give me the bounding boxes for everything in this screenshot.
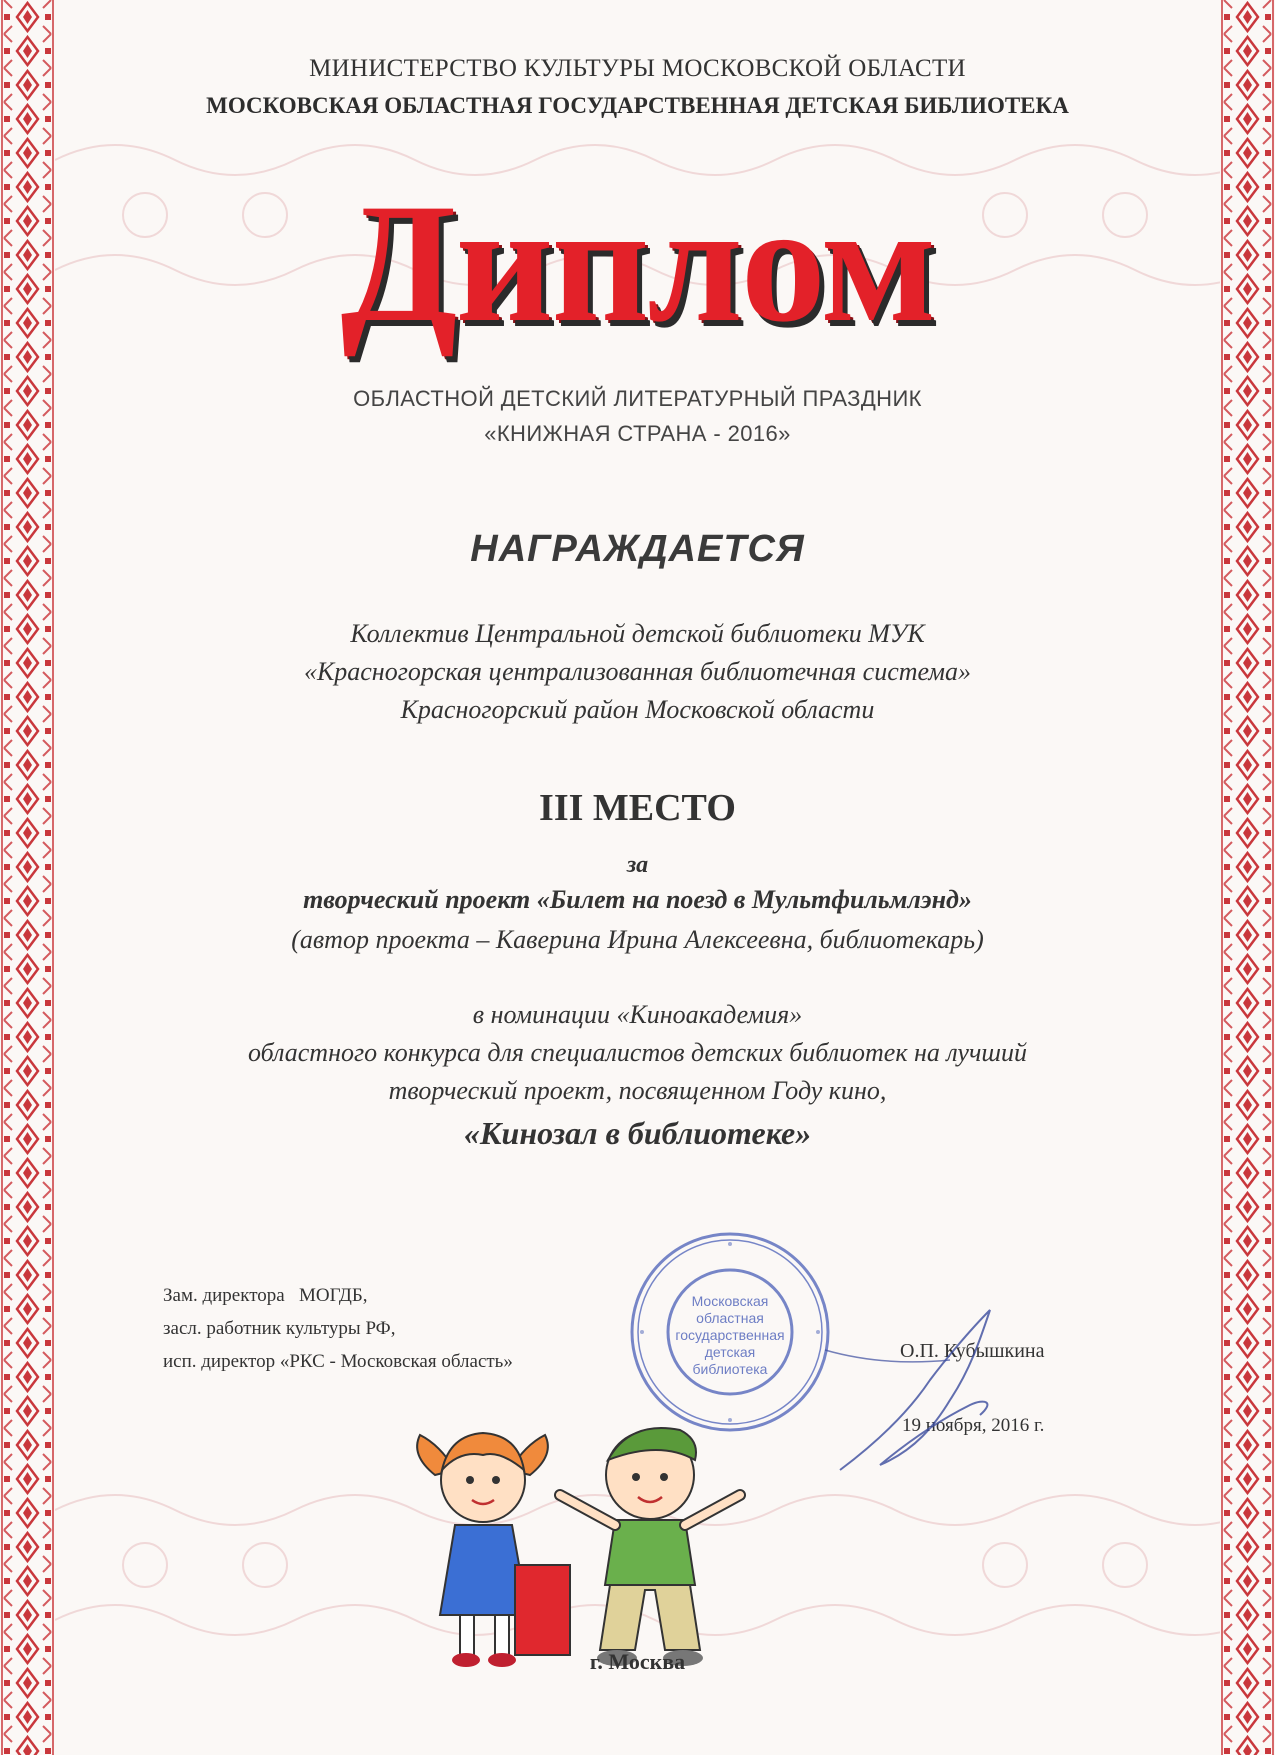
signatory-title-3: исп. директор «РКС - Московская область» (163, 1351, 513, 1372)
stamp-text-3: государственная (675, 1327, 785, 1343)
issue-date: 19 ноября, 2016 г. (902, 1415, 1045, 1436)
signatory-name: О.П. Кубышкина (900, 1340, 1045, 1362)
project-author: (автор проекта – Каверина Ирина Алексеевна, библиотекарь) (291, 925, 984, 954)
signatory-title-2: засл. работник культуры РФ, (163, 1318, 396, 1339)
signatory-titles (163, 1279, 513, 1378)
city-name: г. Москва (589, 1649, 686, 1674)
diploma-title: Диплом (340, 169, 935, 357)
official-stamp (628, 1230, 833, 1435)
awarded-heading: НАГРАЖДАЕТСЯ (470, 528, 805, 570)
library-heading: МОСКОВСКАЯ ОБЛАСТНАЯ ГОСУДАРСТВЕННАЯ ДЕТСКАЯ БИБЛИОТЕКА (206, 93, 1069, 118)
stamp-text-2: областная (696, 1310, 764, 1326)
ministry-heading: МИНИСТЕРСТВО КУЛЬТУРЫ МОСКОВСКОЙ ОБЛАСТИ (309, 55, 966, 82)
recipient-line-3: Красногорский район Московской области (400, 695, 875, 724)
boy-figure (560, 1428, 740, 1666)
nomination-line-1: в номинации «Киноакадемия» (472, 1000, 803, 1029)
recipient-line-1: Коллектив Центральной детской библиотеки МУК (350, 619, 925, 648)
stamp-text-4: детская (704, 1344, 756, 1360)
signatory-title-1: Зам. директора МОГДБ, (163, 1285, 368, 1306)
nomination-line-2: областного конкурса для специалистов детских библиотек на лучший (248, 1038, 1027, 1067)
red-book (515, 1565, 570, 1655)
stamp-text-1: Московская (691, 1293, 769, 1309)
nomination-line-3: творческий проект, посвященном Году кино, (388, 1076, 887, 1105)
festival-name: ОБЛАСТНОЙ ДЕТСКИЙ ЛИТЕРАТУРНЫЙ ПРАЗДНИК (353, 386, 922, 411)
place-heading: III МЕСТО (539, 787, 736, 829)
recipient-line-2: «Красногорская централизованная библиотечная система» (303, 657, 972, 686)
for-word: за (626, 852, 649, 878)
handwritten-signature (820, 1290, 1040, 1490)
contest-name: «Кинозал в библиотеке» (463, 1115, 812, 1151)
stamp-text-5: библиотека (692, 1361, 768, 1377)
kids-illustration (400, 1415, 770, 1675)
project-title: творческий проект «Билет на поезд в Мультфильмлэнд» (303, 885, 972, 914)
festival-title: «КНИЖНАЯ СТРАНА - 2016» (484, 421, 791, 446)
